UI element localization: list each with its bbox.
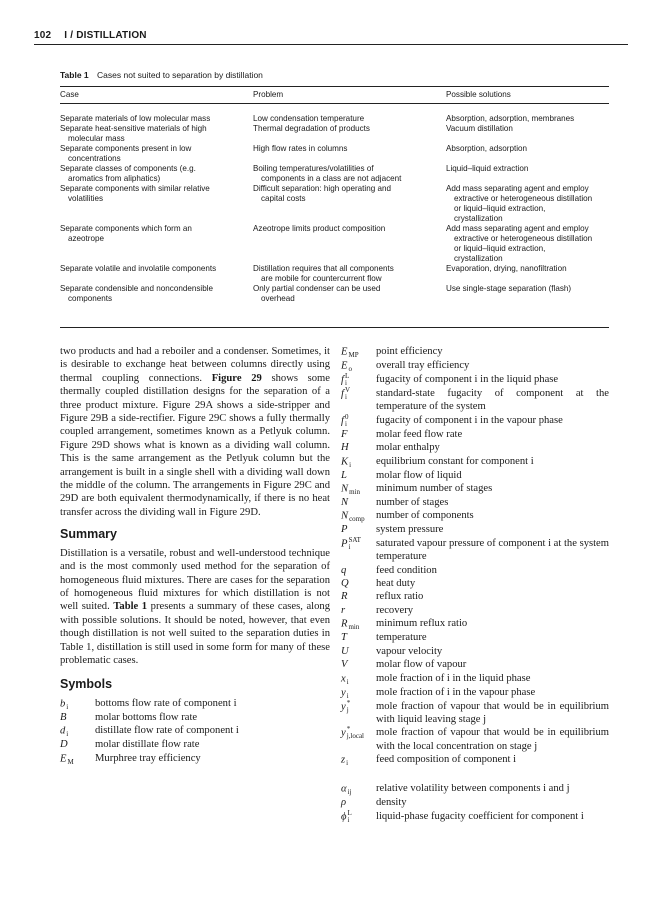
symbol-scripts <box>347 810 351 824</box>
symbol-row <box>341 700 609 727</box>
symbol-row <box>60 724 330 738</box>
table-label: Table 1 <box>60 70 89 80</box>
symbol <box>341 496 376 509</box>
table-body <box>60 114 609 304</box>
symbol-base: b <box>60 698 66 710</box>
symbol <box>341 428 376 441</box>
symbol <box>341 645 376 658</box>
symbol-row <box>341 796 609 809</box>
cell-line: Add mass separating agent and employ <box>446 184 589 193</box>
symbol-definition: system pressure <box>376 524 444 536</box>
table-bottom-rule <box>60 327 609 328</box>
symbols-list-right <box>341 345 609 767</box>
cell-line: Evaporation, drying, nanofiltration <box>446 264 567 273</box>
symbol-scripts <box>347 686 349 700</box>
cell-line: Absorption, adsorption, membranes <box>446 114 575 123</box>
cell-line: or liquid–liquid extraction, <box>454 204 546 213</box>
symbol-subscript: i <box>344 393 347 401</box>
symbol-base: x <box>341 672 346 684</box>
symbol-base: V <box>341 659 348 671</box>
symbol-base: z <box>341 754 346 766</box>
symbol-row <box>341 482 609 496</box>
symbol-base: N <box>341 510 349 522</box>
symbol-scripts <box>346 753 348 767</box>
symbol-row <box>341 782 609 796</box>
cell-solution <box>446 164 605 184</box>
symbol-scripts <box>348 345 358 359</box>
symbol <box>341 782 376 796</box>
symbol-scripts <box>347 672 349 686</box>
symbol-base: f <box>341 374 344 386</box>
symbol-base: r <box>341 604 346 616</box>
symbol <box>341 414 376 428</box>
cell-problem <box>253 164 446 184</box>
table-row <box>60 164 609 184</box>
symbol-base: ϕ <box>341 810 347 822</box>
symbol-row <box>341 345 609 359</box>
header-rule <box>34 44 628 45</box>
symbol <box>341 537 376 564</box>
paragraph-text: shows some thermally coupled distillation designs for the separation of a three product mixture. Figure 29A shows a side-stripper and Figure 29B a side-rectifier. Figure 29C shows a fully thermally coupled arrangement, sometimes known as a Petlyuk column. Figure 29D shows what is known as a dividing wall column. This is the same arrangement as the Petlyuk column but the arrangement is built in a single shell with a dividing wall down the middle of the column. The arrangements in Figure 29C and 29D are both equivalent thermodynamically, if there is no heat transfer across the dividing wall in Figure 29D. <box>60 372 330 518</box>
table-row <box>60 114 609 124</box>
symbol-subscript: comp <box>349 515 365 524</box>
symbol <box>341 455 376 469</box>
table-caption <box>60 70 263 80</box>
symbol-definition: standard-state fugacity of component at the temperature of the system <box>376 388 609 413</box>
cell-problem <box>253 114 446 124</box>
cell-case <box>60 114 253 124</box>
cell-line: Boiling temperatures/volatilities of <box>253 164 374 173</box>
cell-line: Separate classes of components (e.g. <box>60 164 196 173</box>
symbol-definition: molar bottoms flow rate <box>95 711 198 723</box>
symbol-definition: heat duty <box>376 578 416 590</box>
table-row <box>60 224 609 264</box>
symbol-row <box>341 617 609 631</box>
symbol <box>341 658 376 671</box>
page-number: 102 <box>34 30 52 41</box>
table-reference[interactable]: Table 1 <box>113 601 148 613</box>
table-row <box>60 144 609 164</box>
symbol-row <box>341 387 609 414</box>
symbol-subscript: min <box>349 488 360 497</box>
symbol-subscript: i <box>346 691 349 700</box>
right-column <box>341 345 609 824</box>
cell-case <box>60 284 253 304</box>
symbol-definition: mole fraction of i in the liquid phase <box>376 672 531 684</box>
symbol-base: y <box>341 727 346 739</box>
symbol-base: f <box>341 415 344 427</box>
symbol-subscript: i <box>348 542 351 551</box>
symbol-superscript: * <box>346 698 351 707</box>
symbol <box>60 724 95 738</box>
symbol-base: U <box>341 645 349 657</box>
symbol-definition: overall tray efficiency <box>376 360 470 371</box>
symbol-base: q <box>341 564 347 576</box>
cell-line: Separate condensible and noncondensible <box>60 284 214 293</box>
symbol <box>341 810 376 824</box>
symbol-subscript: min <box>348 623 360 632</box>
symbol-base: E <box>60 753 67 764</box>
cell-line: Separate heat-sensitive materials of high <box>60 124 207 133</box>
cell-line: Separate volatile and involatile components <box>60 264 217 273</box>
symbol-superscript: V <box>344 386 351 394</box>
symbol-row <box>341 564 609 577</box>
symbol-row <box>341 753 609 767</box>
symbols-list-left <box>60 697 330 766</box>
table-header-row <box>60 88 609 108</box>
col-header-case: Case <box>60 90 79 99</box>
cell-line: components in a class are not adjacent <box>261 174 402 183</box>
symbol-base: y <box>341 686 346 698</box>
symbol <box>341 686 376 700</box>
symbol-row <box>341 373 609 387</box>
cell-problem <box>253 264 446 284</box>
symbol-superscript: L <box>347 808 352 817</box>
symbol <box>341 617 376 631</box>
symbol-definition: molar feed flow rate <box>376 428 463 440</box>
symbol <box>341 672 376 686</box>
paragraph-text: Distillation is a versatile, robust and well-understood technique and is the most commonly used method for the separation of homogeneous fluid mixtures. There are cases for the separation of homogeneous fluid mixtures for which distillation is not well suited. <box>60 547 330 613</box>
symbol-base: F <box>341 428 348 440</box>
cell-line: extractive or heterogeneous distillation <box>454 234 593 243</box>
symbol-row <box>341 523 609 536</box>
symbol-definition: reflux ratio <box>376 591 424 603</box>
symbol <box>341 590 376 603</box>
cell-line: Distillation requires that all components <box>253 264 394 273</box>
symbol-definition: minimum number of stages <box>376 483 493 495</box>
symbol-row <box>341 577 609 590</box>
symbol-row <box>341 645 609 658</box>
symbol-definition: fugacity of component i in the vapour phase <box>376 414 563 426</box>
cell-line: are mobile for countercurrent flow <box>261 274 382 283</box>
symbol-row <box>341 441 609 454</box>
symbol-row <box>341 726 609 753</box>
symbol-scripts <box>348 537 360 551</box>
cell-solution <box>446 224 605 264</box>
symbol-row <box>341 604 609 617</box>
cell-case <box>60 144 253 164</box>
figure-reference[interactable]: Figure 29 <box>211 372 262 384</box>
symbol-base: α <box>341 783 347 795</box>
symbol-row <box>341 455 609 469</box>
symbol-base: P <box>341 524 348 536</box>
cell-line: Separate materials of low molecular mass <box>60 114 211 123</box>
symbol-definition: minimum reflux ratio <box>376 618 468 630</box>
cell-line: crystallization <box>454 254 503 263</box>
table-row <box>60 284 609 304</box>
cell-line: volatilities <box>68 194 104 203</box>
symbol-definition: relative volatility between components i and j <box>376 783 570 795</box>
symbol <box>341 796 376 809</box>
symbol-subscript: i <box>66 702 69 711</box>
cell-case <box>60 124 253 144</box>
symbol-base: K <box>341 456 349 468</box>
symbols-heading: Symbols <box>60 677 113 692</box>
cell-line: Separate components with similar relative <box>60 184 210 193</box>
symbol-base: y <box>341 700 346 712</box>
table-row <box>60 264 609 284</box>
cell-line: Azeotrope limits product composition <box>253 224 386 233</box>
symbol-definition: molar distillate flow rate <box>95 739 200 751</box>
cell-line: Separate components present in low <box>60 144 192 153</box>
cases-table <box>60 88 609 304</box>
summary-heading: Summary <box>60 527 117 542</box>
paragraph-summary <box>60 547 330 668</box>
cell-line: Vacuum distillation <box>446 124 513 133</box>
symbol-definition: temperature <box>376 632 427 644</box>
symbol-definition: density <box>376 797 407 809</box>
cell-line: Only partial condenser can be used <box>253 284 381 293</box>
symbol-definition: recovery <box>376 604 414 616</box>
symbol-definition: molar flow of vapour <box>376 659 467 671</box>
symbol-row <box>341 631 609 644</box>
symbol-subscript: i <box>347 815 350 824</box>
symbol-scripts <box>66 697 68 711</box>
cell-line: crystallization <box>454 214 503 223</box>
table-caption-text: Cases not suited to separation by distillation <box>97 70 263 80</box>
cell-case <box>60 224 253 264</box>
symbols-gap <box>341 767 609 782</box>
symbol <box>341 523 376 536</box>
cell-case <box>60 264 253 284</box>
symbols-list-greek <box>341 782 609 823</box>
table-row <box>60 184 609 224</box>
cell-line: concentrations <box>68 154 121 163</box>
symbol-subscript: i <box>344 379 347 387</box>
symbol <box>341 631 376 644</box>
symbol-base: ρ <box>341 797 347 809</box>
symbol-row <box>341 686 609 700</box>
cell-solution <box>446 264 605 284</box>
symbol <box>341 509 376 523</box>
symbol-base: R <box>341 591 348 603</box>
symbol <box>341 564 376 577</box>
symbol-row <box>341 509 609 523</box>
cell-problem <box>253 224 446 264</box>
symbol-definition: number of stages <box>376 497 449 509</box>
cell-line: extractive or heterogeneous distillation <box>454 194 593 203</box>
symbol-scripts <box>67 752 73 766</box>
cell-line: Thermal degradation of products <box>253 124 370 133</box>
cell-line: Separate components which form an <box>60 224 192 233</box>
symbol-scripts <box>348 782 352 796</box>
symbol <box>341 700 376 727</box>
symbol <box>341 726 376 753</box>
cell-solution <box>446 114 605 124</box>
symbol-superscript: L <box>344 372 350 380</box>
cell-line: azeotrope <box>68 234 104 243</box>
table-header-rule <box>60 103 609 104</box>
symbol-definition: number of components <box>376 510 474 522</box>
symbol-definition: mole fraction of i in the vapour phase <box>376 686 536 698</box>
symbol-definition: feed composition of component i <box>376 754 517 766</box>
symbol-subscript: i <box>66 730 69 739</box>
cell-line: Add mass separating agent and employ <box>446 224 589 233</box>
symbol-row <box>341 537 609 564</box>
symbol-subscript: i <box>349 460 352 469</box>
cell-line: Low condensation temperature <box>253 114 365 123</box>
symbol <box>341 604 376 617</box>
symbol-subscript: i <box>346 759 349 768</box>
symbol-row <box>60 697 330 711</box>
paragraph-text: presents a summary of these cases, along with possible solutions. It should be noted, however, that even though distillation is not well suited to the separation duties in Table 1, distillation is still used in some form for many of these problematic cases. <box>60 601 330 666</box>
symbol-base: L <box>341 469 347 481</box>
symbol-base: Q <box>341 578 349 590</box>
symbol-row <box>341 672 609 686</box>
cell-line: components <box>68 294 113 303</box>
symbol-scripts <box>347 700 351 714</box>
symbol-scripts <box>347 726 364 740</box>
symbol-scripts <box>345 387 350 401</box>
symbol-base: B <box>60 711 67 723</box>
symbol-definition: molar flow of liquid <box>376 469 462 481</box>
cell-line: Difficult separation: high operating and <box>253 184 391 193</box>
symbol-scripts <box>349 455 351 469</box>
symbol-base: P <box>341 538 348 550</box>
symbol-superscript: 0 <box>344 412 349 421</box>
symbol-subscript: i <box>344 419 347 428</box>
symbol-base: E <box>341 360 348 372</box>
symbol-definition: liquid-phase fugacity coefficient for component i <box>376 810 584 822</box>
symbol <box>341 373 376 387</box>
symbol-base: f <box>341 388 344 400</box>
symbol-scripts <box>348 359 352 373</box>
symbol-scripts <box>349 509 365 523</box>
symbol-row <box>60 711 330 724</box>
symbol-superscript: SAT <box>348 535 361 544</box>
symbol-subscript: MP <box>348 351 359 359</box>
symbol-scripts <box>348 617 359 631</box>
symbol <box>341 345 376 359</box>
running-header <box>34 30 147 41</box>
cell-problem <box>253 284 446 304</box>
symbol-base: T <box>341 632 347 644</box>
symbol-definition: fugacity of component i in the liquid phase <box>376 374 559 385</box>
cell-solution <box>446 184 605 224</box>
cell-problem <box>253 124 446 144</box>
symbol-superscript: * <box>346 725 351 734</box>
col-header-problem: Problem <box>253 90 284 99</box>
symbol-definition: molar enthalpy <box>376 442 440 454</box>
symbol-scripts <box>345 373 349 387</box>
symbol-row <box>60 752 330 766</box>
symbol-subscript: o <box>348 365 352 373</box>
symbol-base: R <box>341 618 348 630</box>
cell-line: Use single-stage separation (flash) <box>446 284 572 293</box>
symbol-subscript: i <box>346 677 349 686</box>
cell-solution <box>446 144 605 164</box>
symbol <box>341 577 376 590</box>
symbol <box>60 697 95 711</box>
symbol-scripts <box>66 724 68 738</box>
cell-solution <box>446 124 605 144</box>
symbol <box>341 482 376 496</box>
section-title: I / DISTILLATION <box>64 30 147 41</box>
symbol-definition: bottoms flow rate of component i <box>95 697 237 709</box>
symbol-base: E <box>341 346 348 358</box>
cell-line: capital costs <box>261 194 306 203</box>
symbol-definition: point efficiency <box>376 346 443 357</box>
symbol <box>341 753 376 767</box>
symbol-base: d <box>60 725 66 737</box>
symbol-row <box>341 496 609 509</box>
symbol-row <box>341 590 609 603</box>
cell-solution <box>446 284 605 304</box>
symbol-row <box>341 469 609 482</box>
symbol-base: N <box>341 497 349 509</box>
cell-case <box>60 184 253 224</box>
left-column <box>60 345 330 766</box>
symbol <box>60 752 95 766</box>
symbol-definition: mole fraction of vapour that would be in equilibrium with liquid leaving stage j <box>376 700 609 725</box>
symbol-row <box>341 359 609 373</box>
cell-line: Absorption, adsorption <box>446 144 527 153</box>
cell-case <box>60 164 253 184</box>
symbol <box>341 359 376 373</box>
symbol-row <box>341 658 609 671</box>
symbol-base: D <box>60 739 68 751</box>
symbol-definition: equilibrium constant for component i <box>376 455 534 467</box>
symbol-row <box>341 414 609 428</box>
cell-problem <box>253 144 446 164</box>
table-top-rule <box>60 86 609 87</box>
cell-line: or liquid–liquid extraction, <box>454 244 546 253</box>
symbol-base: N <box>341 483 349 495</box>
symbol-subscript: j,local <box>346 732 365 741</box>
paragraph-thermal-coupling <box>60 345 330 519</box>
symbol-scripts <box>345 414 349 428</box>
symbol <box>341 387 376 414</box>
symbol-definition: Murphree tray efficiency <box>95 752 201 764</box>
symbol-definition: saturated vapour pressure of component i at the system temperature <box>376 537 609 563</box>
symbol <box>341 469 376 482</box>
symbol <box>60 711 95 724</box>
symbol <box>341 441 376 454</box>
cell-line: molecular mass <box>68 134 125 143</box>
symbol-row <box>341 428 609 441</box>
symbol-subscript: ij <box>347 788 352 797</box>
symbol-subscript: M <box>67 757 74 766</box>
symbol-base: H <box>341 442 349 454</box>
cell-line: overhead <box>261 294 295 303</box>
symbol-subscript: j <box>346 705 349 714</box>
symbol-definition: vapour velocity <box>376 645 443 657</box>
cell-line: High flow rates in columns <box>253 144 348 153</box>
symbol-definition: distillate flow rate of component i <box>95 725 239 737</box>
cell-line: Liquid–liquid extraction <box>446 164 529 173</box>
symbol-scripts <box>349 482 360 496</box>
col-header-solutions: Possible solutions <box>446 90 511 99</box>
symbol-row <box>341 810 609 824</box>
cell-line: aromatics from aliphatics) <box>68 174 161 183</box>
symbol-definition: feed condition <box>376 564 437 576</box>
symbol-definition: mole fraction of vapour that would be in equilibrium with the local concentration on stage j <box>376 727 609 752</box>
paragraph-text: two products and had a reboiler and a condenser. Sometimes, it is desirable to exchange heat between columns directly using thermal coupling connections. <box>60 346 330 384</box>
symbol <box>60 738 95 751</box>
table-row <box>60 124 609 144</box>
cell-problem <box>253 184 446 224</box>
symbol-row <box>60 738 330 751</box>
